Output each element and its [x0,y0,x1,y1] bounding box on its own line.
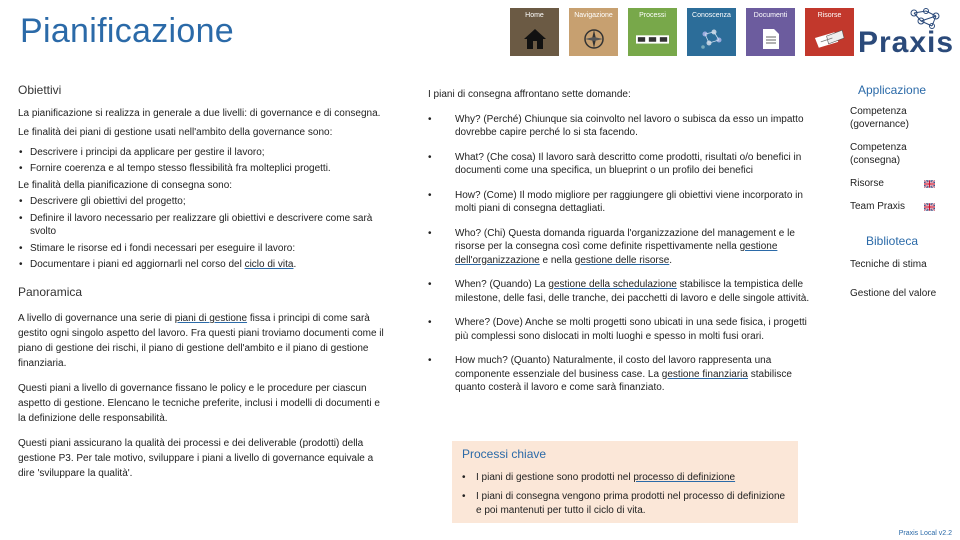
page-title: Pianificazione [20,12,234,50]
questions-intro: I piani di consegna affrontano sette domande: [428,89,631,100]
overview-paragraph: Questi piani a livello di governance fissano le policy e le procedure per ciascun aspetto di gestione. Elencano le tecniche preferite, inclusi i modelli di documenti e la definizione delle responsabilità. [18,383,380,424]
overview-heading: Panoramica [18,284,83,299]
definition-process-link[interactable]: processo di definizione [633,471,736,483]
list-item: • Stimare le risorse ed i fondi necessari per eseguire il lavoro: [18,242,390,256]
nav-tile-label: Conoscenza [692,12,731,19]
application-heading: Applicazione [858,83,927,97]
sidebar-item-resources[interactable]: Risorse [850,177,950,190]
governance-list [18,146,390,176]
objectives-intro: La pianificazione si realizza in generale a due livelli: di governance e di consegna. [18,107,381,119]
compass-icon [577,27,610,51]
question-where: • Where? (Dove) Anche se molti progetti sono ubicati in una sede fisica, i progetti più complessi sono dislocati in molti luoghi e spesso in molti fusi orari. [428,316,812,343]
nav-tile-label: Home [525,12,544,19]
sidebar-item-competence-governance[interactable]: Competenza (governance) [850,106,909,130]
uk-flag-icon [924,203,935,211]
key-processes-list [462,471,788,518]
objectives-section [18,84,390,491]
nav-tile-home[interactable] [510,8,559,56]
question-how-much: • How much? (Quanto) Naturalmente, il costo del lavoro rappresenta una componente essenziale del business case. La gestione finanziaria stabilisce quanto costerà il lavoro e come sarà finanziato. [428,354,812,395]
praxis-logo[interactable] [856,8,955,59]
financial-management-link[interactable]: gestione finanziaria [661,368,748,380]
nav-tile-risorse[interactable] [805,8,854,56]
question-what: • What? (Che cosa) Il lavoro sarà descritto come prodotti, risultati o/o benefici in documenti come una specifica, un blueprint o un profilo dei benefici [428,151,812,178]
nav-tile-label: Processi [639,12,666,19]
version-footer: Praxis Local v2.2 [898,530,952,537]
overview-paragraph: Questi piani assicurano la qualità dei processi e dei deliverable (prodotti) della gestione P3. Per tale motivo, sviluppare i piani a livello di governance equivale a dire 'sviluppare la qualità'. [18,438,374,479]
organization-management-link[interactable]: gestione dell'organizzazione [455,241,778,266]
nav-tile-label: Navigazione [574,12,613,19]
nav-tile-documenti[interactable] [746,8,795,56]
questions-section [428,88,812,406]
sidebar-item-value-management[interactable]: Gestione del valore [850,288,937,299]
house-icon [518,27,551,51]
list-item: • Descrivere gli obiettivi del progetto; [18,195,390,209]
governance-purpose-text: Le finalità dei piani di gestione usati nell'ambito della governance sono: [18,127,333,138]
resource-management-link[interactable]: gestione delle risorse [574,254,670,266]
delivery-list [18,195,390,272]
list-item: • Fornire coerenza e al tempo stesso flessibilità fra molteplici progetti. [18,162,390,176]
sidebar-item-estimating[interactable]: Tecniche di stima [850,259,927,270]
delivery-purpose-text: Le finalità della pianificazione di consegna sono: [18,179,233,191]
uk-flag-icon [924,180,935,188]
sidebar-item-competence-delivery[interactable]: Competenza (consegna) [850,142,907,166]
list-item: • Definire il lavoro necessario per realizzare gli obiettivi e descrivere come sarà svolto [18,212,390,239]
nav-tile-label: Documenti [753,12,788,19]
lifecycle-link[interactable]: ciclo di vita [244,259,294,270]
knowledge-icon [695,27,728,51]
overview-section [18,311,390,481]
logo-text: Praxis [858,26,955,59]
nav-tile-label: Risorse [817,12,842,19]
objectives-heading: Obiettivi [18,83,62,97]
question-why: • Why? (Perché) Chiunque sia coinvolto nel lavoro o subisca da esso un impatto dovrebbe capire perché lo si sta facendo. [428,113,812,140]
management-plans-link[interactable]: piani di gestione [174,313,248,324]
question-who: • Who? (Chi) Questa domanda riguarda l'organizzazione del management e le risorse per la consegna così come definite rispettivamente nella gestione dell'organizzazione e nella gestione delle risorse. [428,227,812,268]
nav-tiles [510,8,854,56]
document-icon [754,27,787,51]
nav-tile-processi[interactable] [628,8,677,56]
scheduling-management-link[interactable]: gestione della schedulazione [548,279,677,290]
question-when: • When? (Quando) La gestione della schedulazione stabilisce la tempistica delle milestone, delle fasi, delle tranche, dei pacchetti di lavoro e delle singole attività. [428,278,812,305]
library-heading: Biblioteca [866,234,919,248]
list-item: • I piani di gestione sono prodotti nel processo di definizione [462,471,788,485]
nav-tile-navigazione[interactable] [569,8,618,56]
question-how: • How? (Come) Il modo migliore per raggiungere gli obiettivi viene incorporato in molti piani di consegna dettagliati. [428,189,812,216]
nav-tile-conoscenza[interactable] [687,8,736,56]
overview-paragraph: A livello di governance una serie di piani di gestione fissa i principi di come sarà gestito ogni singolo aspetto del lavoro. Fra questi piani troviamo documenti come il piano di gestione dei rischi, il piano di gestione dell'ambito e il piano di gestione finanziaria. [18,313,384,369]
sidebar-item-team-praxis[interactable]: Team Praxis [850,200,950,213]
key-processes-title: Processi chiave [462,447,547,461]
sidebar [850,84,950,312]
list-item: • I piani di consegna vengono prima prodotti nel processo di definizione e poi mantenuti per tutto il ciclo di vita. [462,490,788,517]
list-item: • Descrivere i principi da applicare per gestire il lavoro; [18,146,390,160]
questions-list [428,113,812,395]
key-processes-box [452,441,798,523]
process-icon [636,27,669,51]
resources-icon [813,27,846,51]
list-item: • Documentare i piani ed aggiornarli nel corso del ciclo di vita. [18,258,390,272]
